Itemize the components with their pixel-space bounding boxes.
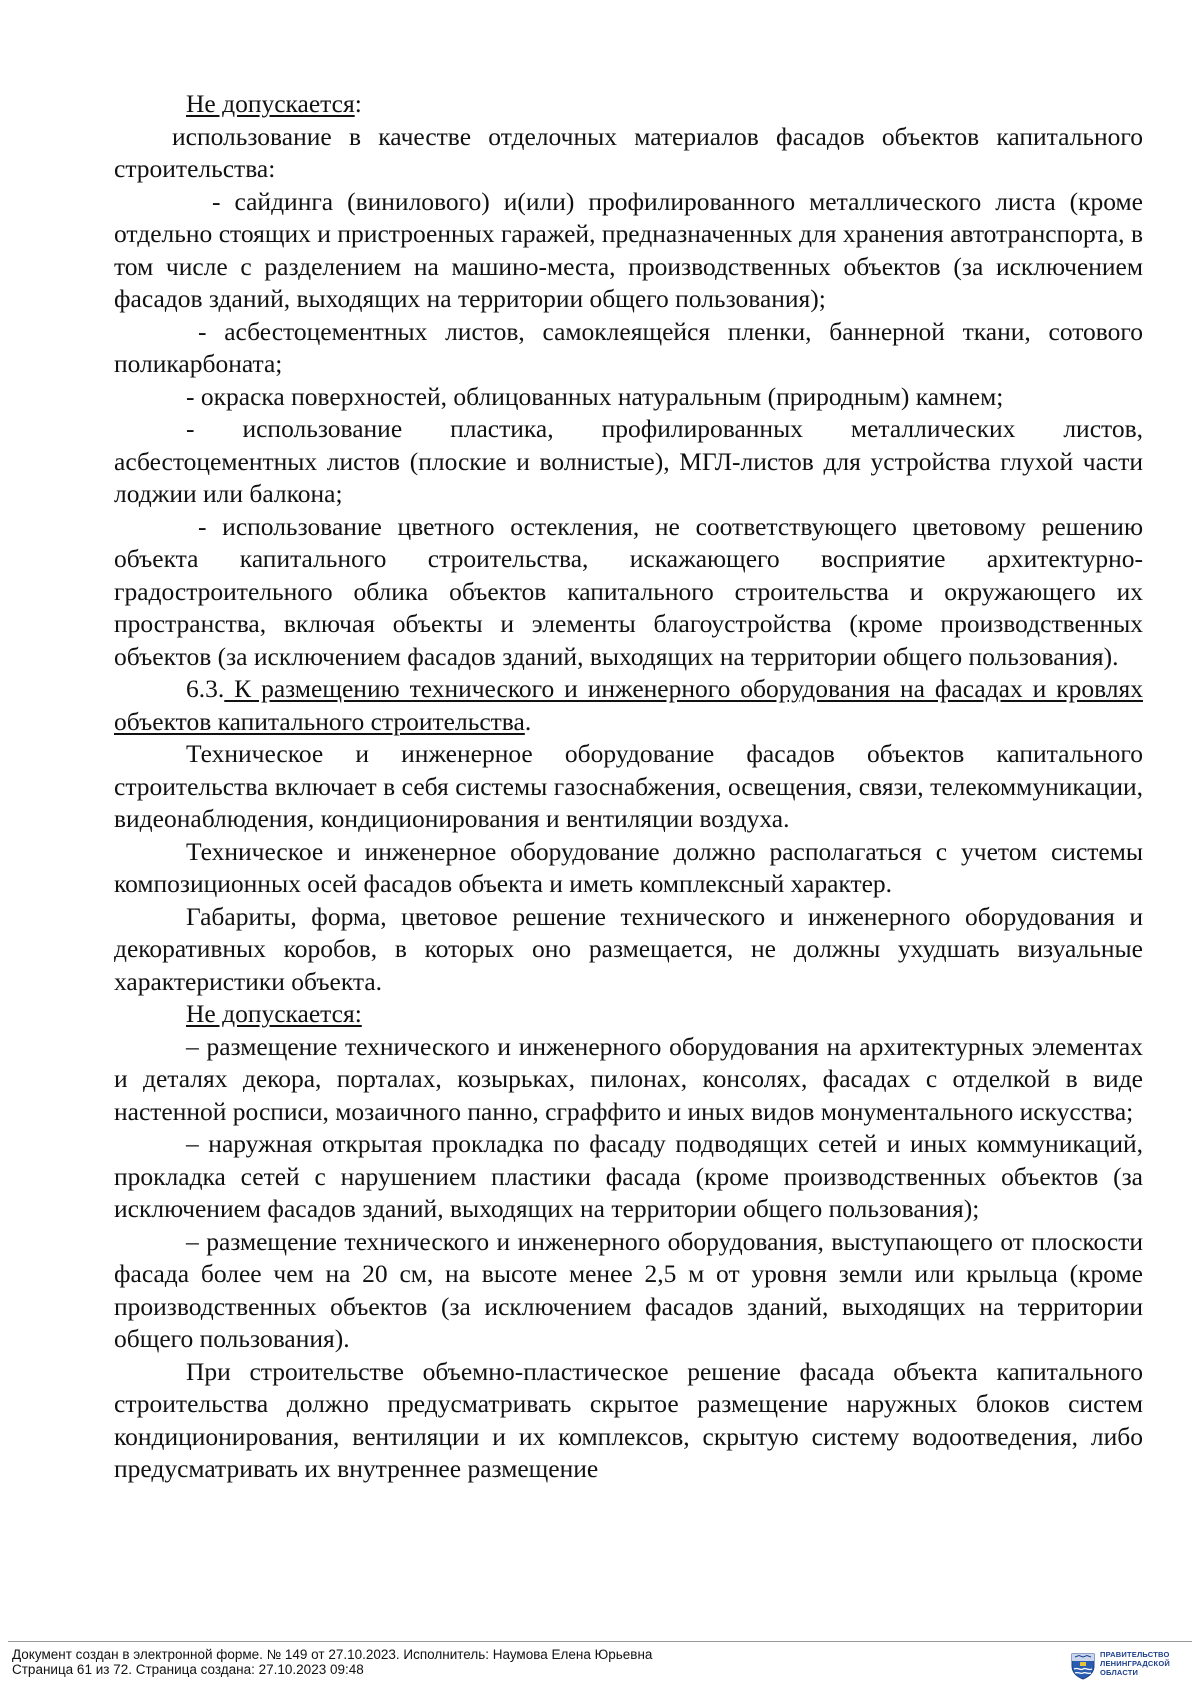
list-item: – размещение технического и инженерного оборудования на архитектурных элементах и деталях декора, порталах, козырьках, пилонах, консолях, фасадах с отделкой в виде настенной росписи, мозаичного панно, сграффито и иных видов монументального искусства;: [114, 1031, 1143, 1126]
logo-line: ПРАВИТЕЛЬСТВО: [1100, 1650, 1170, 1659]
section-title: К размещению технического и инженерного оборудования на фасадах и кровлях объектов капитального строительства: [114, 674, 1143, 736]
paragraph: Техническое и инженерное оборудование должно располагаться с учетом системы композиционных осей фасадов объекта и иметь комплексный характер.: [114, 836, 1143, 898]
coat-of-arms-icon: [1070, 1652, 1096, 1680]
footer-document-info: Документ создан в электронной форме. № 149 от 27.10.2023. Исполнитель: Наумова Елена Юрьевна: [12, 1647, 653, 1662]
logo-line: ЛЕНИНГРАДСКОЙ: [1100, 1659, 1170, 1668]
paragraph: Габариты, форма, цветовое решение технического и инженерного оборудования и декоративных коробов, в которых оно размещается, не должны ухудшать визуальные характеристики объекта.: [114, 901, 1143, 996]
list-item: – наружная открытая прокладка по фасаду подводящих сетей и иных коммуникаций, прокладка сетей с нарушением пластики фасада (кроме производственных объектов (за исключением фасадов зданий, выходящих на территории общего пользования);: [114, 1129, 1143, 1223]
list-item: - асбестоцементных листов, самоклеящейся пленки, баннерной ткани, сотового поликарбоната;: [114, 316, 1143, 378]
list-item: – размещение технического и инженерного оборудования, выступающего от плоскости фасада более чем на 20 см, на высоте менее 2,5 м от уровня земли или крыльца (кроме производственных объектов (за исключением фасадов зданий, выходящих на территории общего пользования).: [114, 1226, 1143, 1353]
document-body: [114, 88, 1143, 1486]
logo-line: ОБЛАСТИ: [1100, 1668, 1139, 1677]
paragraph: Техническое и инженерное оборудование фасадов объектов капитального строительства включает в себя системы газоснабжения, освещения, связи, телекоммуникации, видеонаблюдения, кондиционирования и вентиляции воздуха.: [114, 739, 1143, 833]
heading-not-allowed: Не допускается:: [186, 999, 362, 1028]
heading-not-allowed: Не допускается: [186, 89, 355, 118]
list-item: - использование цветного остекления, не соответствующего цветовому решению объекта капитального строительства, искажающего восприятие архитектурно-градостроительного облика объектов капитального строительства и окружающего их пространства, включая объекты и элементы благоустройства (кроме производственных объектов (за исключением фасадов зданий, выходящих на территории общего пользования).: [114, 511, 1143, 671]
government-logo: [1070, 1648, 1192, 1686]
paragraph: Не допускается:: [186, 89, 362, 118]
paragraph: использование в качестве отделочных материалов фасадов объектов капитального строительства:: [114, 121, 1143, 183]
list-item: - сайдинга (винилового) и(или) профилированного металлического листа (кроме отдельно стоящих и пристроенных гаражей, предназначенных для хранения автотранспорта, в том числе с разделением на машино-места, производственных объектов (за исключением фасадов зданий, выходящих на территории общего пользования);: [114, 186, 1143, 313]
list-item: - окраска поверхностей, облицованных натуральным (природным) камнем;: [186, 381, 1004, 411]
section-heading: 6.3. К размещению технического и инженерного оборудования на фасадах и кровлях объектов капитального строительства.: [114, 674, 1143, 736]
list-item: - использование пластика, профилированных металлических листов, асбестоцементных листов (плоские и волнистые), МГЛ-листов для устройства глухой части лоджии или балкона;: [114, 414, 1143, 508]
paragraph: При строительстве объемно-пластическое решение фасада объекта капитального строительства должно предусматривать скрытое размещение наружных блоков систем кондиционирования, вентиляции и их комплексов, скрытую систему водоотведения, либо предусматривать их внутреннее размещение: [114, 1356, 1143, 1483]
footer-divider: [8, 1641, 1192, 1642]
paragraph: [114, 998, 1143, 1031]
footer-page-info: Страница 61 из 72. Страница создана: 27.10.2023 09:48: [12, 1662, 364, 1677]
footer: [12, 1647, 652, 1677]
